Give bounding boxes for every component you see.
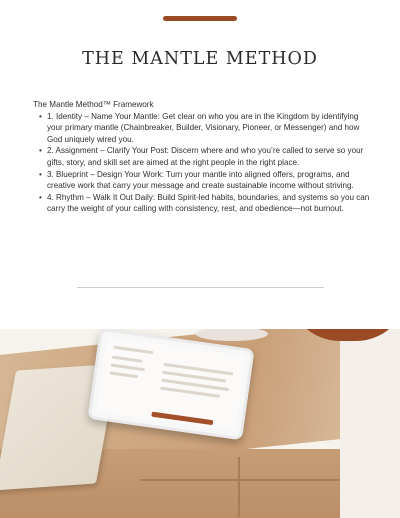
screen-line: [110, 371, 138, 378]
accent-bar: [163, 16, 237, 21]
list-item: • 3. Blueprint – Design Your Work: Turn your mantle into aligned offers, programs, and creative work that carry your message and create sustainable income without striving.: [47, 169, 373, 192]
screen-line: [113, 346, 153, 355]
framework-list: [33, 111, 373, 215]
screen-line: [111, 363, 145, 371]
wall-panel: [340, 329, 400, 518]
list-item: • 1. Identity – Name Your Mantle: Get clear on who you are in the Kingdom by identifying your primary mantle (Chainbreaker, Builder, Visionary, Pioneer, or Messenger) and how God uniquely wired you.: [47, 111, 373, 146]
divider: [77, 287, 324, 288]
page-title: THE MANTLE METHOD: [82, 49, 318, 69]
drawer-divider: [238, 457, 240, 517]
desk-tablet-photo: [0, 329, 400, 518]
list-item: • 4. Rhythm – Walk It Out Daily: Build Spirit-led habits, boundaries, and systems so you can carry the weight of your calling with consistency, rest, and obedience—not burnout.: [47, 192, 373, 215]
list-item: • 2. Assignment – Clarify Your Post: Discern where and who you’re called to serve so your gifts, story, and skill set are aimed at the right people in the right place.: [47, 145, 373, 168]
framework-section: [33, 99, 373, 215]
framework-heading: The Mantle Method™ Framework: [33, 100, 154, 109]
drawer-line: [140, 479, 340, 481]
screen-line: [112, 356, 142, 363]
